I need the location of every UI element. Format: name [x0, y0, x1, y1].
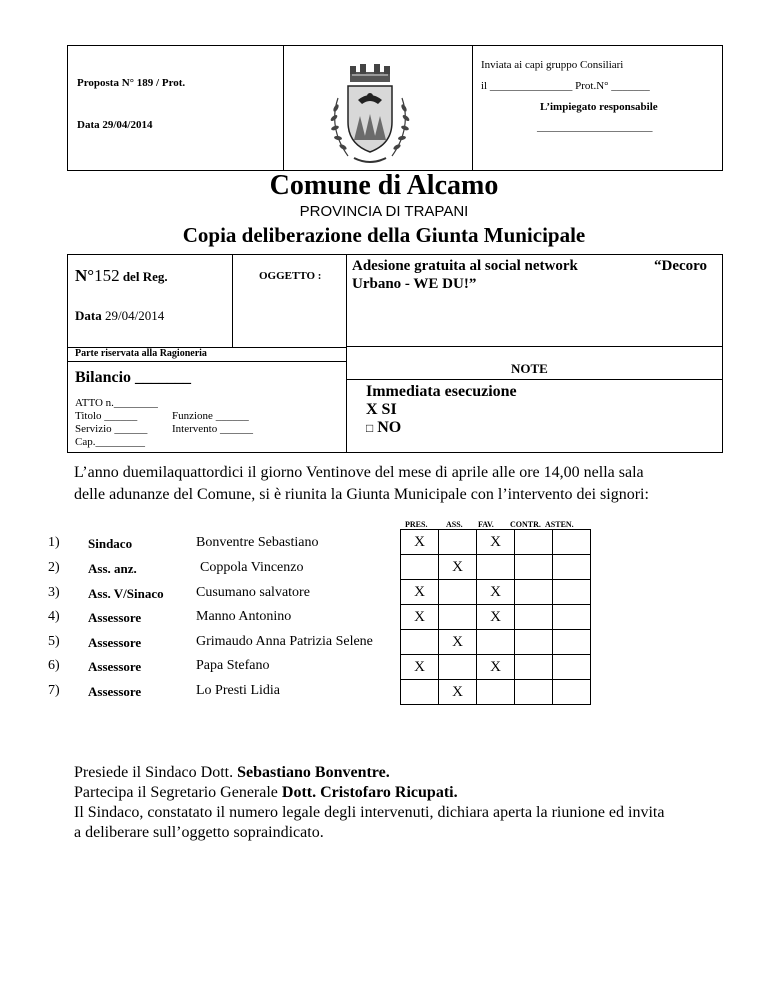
closing-line3: Il Sindaco, constatato il numero legale degli intervenuti, dichiara aperta la riunione ed invita — [74, 804, 665, 821]
presiede-text: Presiede il Sindaco Dott. — [74, 764, 238, 781]
member-role: Assessore — [88, 610, 142, 625]
attendance-cell — [439, 655, 477, 680]
member-num: 4) — [48, 609, 60, 624]
attendance-cell — [401, 680, 439, 705]
attendance-cell: X — [401, 580, 439, 605]
atto-field: ATTO n.________ — [75, 397, 158, 409]
attendance-cell — [515, 630, 553, 655]
deliberazione-title: Copia deliberazione della Giunta Municipale — [182, 223, 586, 247]
closing-line4: a deliberare sull’oggetto sopraindicato. — [74, 824, 324, 841]
titolo-field: Titolo ______ — [75, 410, 138, 422]
partecipa-name: Dott. Cristofaro Ricupati. — [281, 784, 458, 801]
attendance-cell — [515, 530, 553, 555]
note-right-line — [722, 254, 723, 453]
attendance-cell: X — [477, 605, 515, 630]
member-num: 2) — [48, 560, 60, 575]
registry-date-label: Data — [75, 308, 102, 323]
intro-line1: L’anno duemilaquattordici il giorno Ventinove del mese di aprile alle ore 14,00 nella sala — [74, 464, 644, 481]
member-name: Cusumano salvatore — [196, 585, 310, 600]
attendance-cell: X — [439, 555, 477, 580]
intro-line2: delle adunanze del Comune, si è riunita la Giunta Municipale con l’intervento dei signori: — [74, 486, 649, 503]
attendance-cell: X — [401, 655, 439, 680]
member-num: 7) — [48, 683, 60, 698]
attendance-row — [401, 530, 591, 555]
note-top-line — [346, 346, 723, 347]
registry-date — [75, 307, 164, 325]
inviata-prot: il _______________ Prot.N° _______ — [481, 80, 650, 92]
col-asten: ASTEN. — [545, 520, 574, 529]
impiegato-label: L’impiegato responsabile — [540, 101, 658, 113]
oggetto-label: OGGETTO : — [259, 270, 322, 282]
registry-mid-line — [232, 254, 233, 348]
ragioneria-title: Parte riservata alla Ragioneria — [75, 348, 207, 359]
partecipa-text: Partecipa il Segretario Generale — [74, 784, 282, 801]
attendance-cell — [553, 630, 591, 655]
cap-field: Cap._________ — [75, 436, 145, 448]
registry-date-value: 29/04/2014 — [101, 308, 165, 323]
attendance-row — [401, 580, 591, 605]
provincia-subtitle: PROVINCIA DI TRAPANI — [299, 203, 469, 220]
partecipa-line — [74, 784, 458, 802]
registry-right-line — [346, 254, 347, 453]
member-name: Bonventre Sebastiano — [196, 535, 319, 550]
attendance-cell — [515, 655, 553, 680]
esecuzione-si: X SI — [366, 401, 397, 418]
member-name: Coppola Vincenzo — [200, 560, 304, 575]
attendance-cell — [401, 555, 439, 580]
attendance-cell — [515, 605, 553, 630]
attendance-cell — [553, 655, 591, 680]
attendance-cell: X — [477, 655, 515, 680]
attendance-cell — [515, 680, 553, 705]
esecuzione-no — [366, 419, 401, 437]
col-fav: FAV. — [478, 520, 494, 529]
member-role: Ass. anz. — [88, 561, 137, 576]
ragioneria-left-line — [67, 347, 68, 453]
col-ass: ASS. — [446, 520, 463, 529]
registry-left-line — [67, 254, 68, 348]
col-contr: CONTR. — [510, 520, 541, 529]
registry-top-line — [67, 254, 723, 255]
oggetto-line1: Adesione gratuita al social network — [352, 258, 578, 274]
coat-of-arms-icon — [324, 58, 416, 168]
member-num: 6) — [48, 658, 60, 673]
attendance-grid — [400, 529, 591, 705]
member-role: Assessore — [88, 684, 142, 699]
col-pres: PRES. — [405, 520, 428, 529]
member-role: Sindaco — [88, 536, 133, 551]
presiede-name: Sebastiano Bonventre. — [237, 764, 390, 781]
note-label: NOTE — [511, 361, 548, 376]
attendance-cell — [477, 630, 515, 655]
attendance-cell — [553, 680, 591, 705]
servizio-field: Servizio ______ — [75, 423, 148, 435]
member-name: Manno Antonino — [196, 609, 292, 624]
funzione-field: Funzione ______ — [172, 410, 249, 422]
attendance-cell — [439, 580, 477, 605]
registry-number — [75, 266, 168, 286]
impiegato-signature-line: _____________________ — [537, 121, 653, 133]
intervento-field: Intervento ______ — [172, 423, 253, 435]
attendance-cell — [401, 630, 439, 655]
member-name: Lo Presti Lidia — [196, 683, 280, 698]
attendance-cell — [553, 605, 591, 630]
note-label-line — [346, 379, 723, 380]
member-num: 5) — [48, 634, 60, 649]
proposta-date: Data 29/04/2014 — [77, 119, 153, 131]
checkbox-icon: □ — [366, 421, 374, 435]
attendance-row — [401, 605, 591, 630]
attendance-cell — [553, 580, 591, 605]
member-role: Assessore — [88, 659, 142, 674]
proposta-number: Proposta N° 189 / Prot. — [77, 77, 186, 89]
oggetto-decoro: “Decoro — [654, 258, 708, 274]
attendance-cell: X — [477, 580, 515, 605]
inviata-text: Inviata ai capi gruppo Consiliari — [481, 59, 624, 71]
attendance-cell: X — [477, 530, 515, 555]
member-num: 1) — [48, 535, 60, 550]
registry-number-prefix: N° — [75, 266, 95, 285]
attendance-cell — [515, 580, 553, 605]
attendance-cell — [439, 530, 477, 555]
attendance-cell — [439, 605, 477, 630]
attendance-row — [401, 680, 591, 705]
attendance-cell: X — [439, 630, 477, 655]
header-divider-left — [283, 45, 284, 171]
comune-title: Comune di Alcamo — [269, 170, 499, 201]
member-role: Assessore — [88, 635, 142, 650]
registry-number-value: 152 — [94, 266, 120, 285]
member-role: Ass. V/Sinaco — [88, 586, 164, 601]
attendance-cell — [553, 555, 591, 580]
member-num: 3) — [48, 585, 60, 600]
attendance-cell — [477, 555, 515, 580]
member-name: Papa Stefano — [196, 658, 270, 673]
attendance-row — [401, 630, 591, 655]
oggetto-line2: Urbano - WE DU!” — [352, 276, 477, 292]
registry-number-suffix: del Reg. — [119, 269, 168, 284]
attendance-cell: X — [439, 680, 477, 705]
attendance-cell: X — [401, 605, 439, 630]
ragioneria-title-line — [67, 361, 346, 362]
attendance-cell — [553, 530, 591, 555]
esecuzione-no-label: NO — [373, 419, 402, 436]
attendance-cell — [515, 555, 553, 580]
attendance-cell: X — [401, 530, 439, 555]
member-name: Grimaudo Anna Patrizia Selene — [196, 634, 373, 649]
header-divider-right — [472, 45, 473, 171]
note-bottom-line — [346, 452, 723, 453]
attendance-cell — [477, 680, 515, 705]
ragioneria-bottom-line — [67, 452, 346, 453]
bilancio-label: Bilancio _______ — [75, 369, 192, 386]
attendance-row — [401, 555, 591, 580]
attendance-row — [401, 655, 591, 680]
presiede-line — [74, 764, 390, 782]
immediata-esecuzione: Immediata esecuzione — [366, 383, 517, 400]
